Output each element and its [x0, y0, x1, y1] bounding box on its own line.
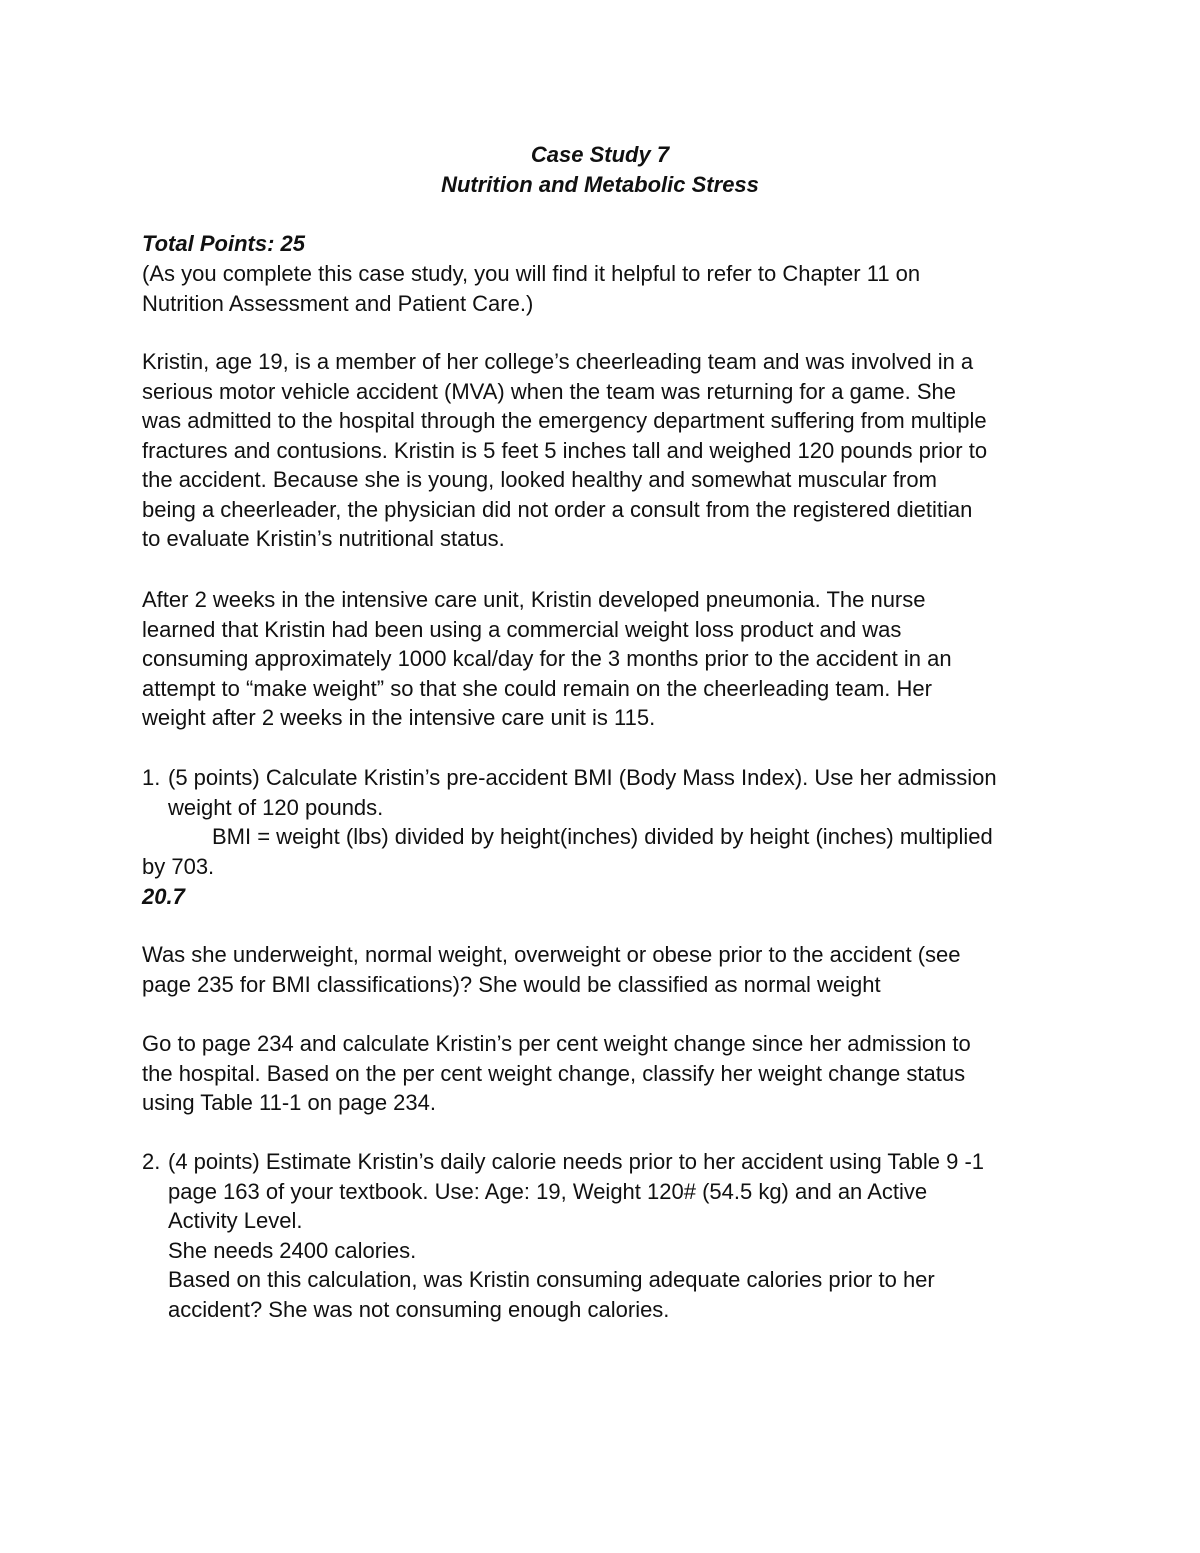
question-line: accident? She was not consuming enough calories. — [168, 1296, 670, 1322]
paragraph-line: being a cheerleader, the physician did not order a consult from the registered dietitian — [142, 496, 973, 522]
document-title: Case Study 7 — [530, 142, 670, 167]
bmi-formula: BMI = weight (lbs) divided by height(inches) divided by height (inches) multiplied — [212, 824, 993, 849]
paragraph-line: consuming approximately 1000 kcal/day for the 3 months prior to the accident in an — [142, 646, 952, 671]
reference-line: Nutrition Assessment and Patient Care.) — [142, 290, 534, 316]
reference-note — [142, 259, 1072, 318]
paragraph-line: using Table 11-1 on page 234. — [142, 1090, 436, 1115]
question-line: Based on this calculation, was Kristin consuming adequate calories prior to her — [168, 1267, 935, 1292]
question-1-number: 1. — [142, 765, 161, 790]
paragraph-line: fractures and contusions. Kristin is 5 feet 5 inches tall and weighed 120 pounds prior to — [142, 437, 988, 463]
question-2-number: 2. — [142, 1149, 161, 1174]
reference-line: (As you complete this case study, you will find it helpful to refer to Chapter 11 on — [142, 261, 921, 286]
question-line: weight of 120 pounds. — [168, 794, 384, 820]
question-line: (4 points) Estimate Kristin’s daily calorie needs prior to her accident using Table 9 -1 — [168, 1149, 985, 1174]
question-1-prompt — [168, 763, 1072, 822]
question-line: Activity Level. — [168, 1208, 303, 1233]
paragraph-line: After 2 weeks in the intensive care unit, Kristin developed pneumonia. The nurse — [142, 587, 926, 612]
paragraph-line: the hospital. Based on the per cent weight change, classify her weight change status — [142, 1060, 966, 1086]
question-line: She needs 2400 calories. — [168, 1237, 417, 1263]
paragraph-line: serious motor vehicle accident (MVA) when the team was returning for a game. She — [142, 378, 956, 404]
bmi-classification-question — [142, 940, 1072, 999]
paragraph-line: page 235 for BMI classifications)? She would be classified as normal weight — [142, 971, 881, 997]
document-subtitle: Nutrition and Metabolic Stress — [441, 172, 759, 197]
paragraph-line: attempt to “make weight” so that she could remain on the cheerleading team. Her — [142, 675, 932, 701]
total-points: Total Points: 25 — [142, 231, 305, 256]
question-line: page 163 of your textbook. Use: Age: 19, Weight 120# (54.5 kg) and an Active — [168, 1178, 928, 1204]
scenario-paragraph-2 — [142, 585, 1072, 733]
scenario-paragraph-1 — [142, 347, 1072, 554]
bmi-formula-continued: by 703. — [142, 854, 215, 879]
question-2-prompt — [168, 1147, 1072, 1324]
weight-change-question — [142, 1029, 1072, 1118]
paragraph-line: was admitted to the hospital through the emergency department suffering from multiple — [142, 408, 987, 433]
paragraph-line: learned that Kristin had been using a commercial weight loss product and was — [142, 616, 902, 642]
paragraph-line: Kristin, age 19, is a member of her college’s cheerleading team and was involved in a — [142, 349, 974, 374]
paragraph-line: Was she underweight, normal weight, overweight or obese prior to the accident (see — [142, 942, 961, 967]
paragraph-line: the accident. Because she is young, looked healthy and somewhat muscular from — [142, 467, 937, 492]
paragraph-line: weight after 2 weeks in the intensive care unit is 115. — [142, 705, 656, 730]
paragraph-line: to evaluate Kristin’s nutritional status. — [142, 526, 505, 551]
paragraph-line: Go to page 234 and calculate Kristin’s per cent weight change since her admission to — [142, 1031, 971, 1056]
question-line: (5 points) Calculate Kristin’s pre-accident BMI (Body Mass Index). Use her admission — [168, 765, 997, 790]
bmi-answer: 20.7 — [142, 884, 185, 909]
